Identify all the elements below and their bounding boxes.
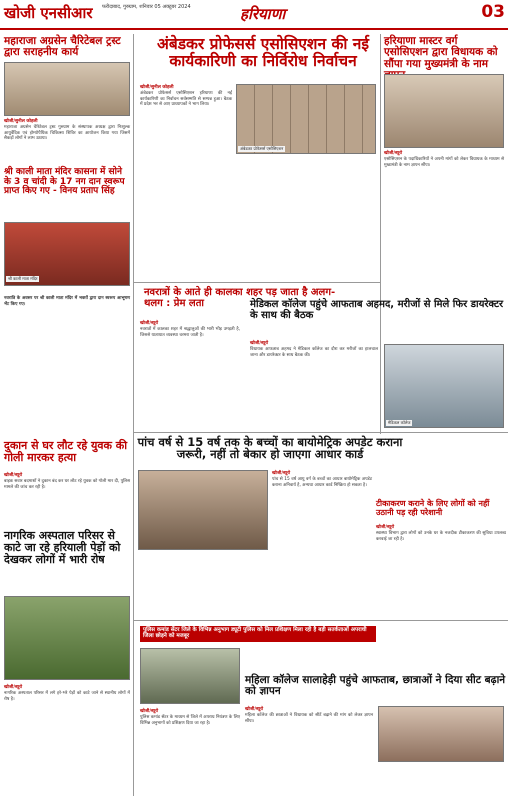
college-byline: खोजी/ब्यूरो <box>245 707 264 712</box>
hospital-byline: खोजी/ब्यूरो <box>4 685 23 690</box>
trust-body: महाराजा अग्रसेन चैरिटेबल ट्रस्ट गुरुग्राम के संस्थापक अध्यक्ष द्वारा निःशुल्क आयुर्वेदिक एवं होम्योपैथिक चिकित्सा शिविर का आयोजन किया गया जिसमें सैकड़ों लोगों ने लाभ उठाया। <box>4 125 130 141</box>
section-title: हरियाणा <box>240 5 286 23</box>
hospital-headline: नागरिक अस्पताल परिसर से काटे जा रहे हरियाली पेड़ों को देखकर लोगों में भारी रोष <box>4 529 121 566</box>
memorandum-photo <box>384 74 504 148</box>
paper-name: खोजी एनसीआर <box>4 4 93 22</box>
hospital-body: नागरिक अस्पताल परिसर में लगे हरे-भरे पेड़ों को काटे जाने से स्थानीय लोगों में रोष है। <box>4 691 130 702</box>
temple-body-block <box>4 296 130 307</box>
page-number: 03 <box>481 2 505 22</box>
medical-photo <box>384 344 504 428</box>
shop-body: बाइक सवार बदमाशों ने दुकान बंद कर घर लौट रहे युवक को गोली मार दी, पुलिस मामले की जांच कर रही है। <box>4 479 130 490</box>
college-body: महिला कॉलेज की छात्राओं ने विधायक को सीटें बढ़ाने की मांग को लेकर ज्ञापन सौंपा। <box>245 713 373 724</box>
police-photo <box>140 648 240 704</box>
memorandum-body: एसोसिएशन के पदाधिकारियों ने अपनी मांगों को लेकर विधायक के माध्यम से मुख्यमंत्री के नाम ज्ञापन सौंपा। <box>384 157 504 168</box>
medical-body: विधायक आफताब अहमद ने मेडिकल कॉलेज का दौरा कर मरीजों का हालचाल जाना और डायरेक्टर के साथ बैठक की। <box>250 347 378 358</box>
temple-body: नवरात्रि के अवसर पर श्री काली माता मंदिर में भक्तों द्वारा दान स्वरूप आभूषण भेंट किए गए। <box>4 296 130 307</box>
shop-byline: खोजी/ब्यूरो <box>4 473 23 478</box>
column-rule <box>380 34 381 434</box>
date-line: फरीदाबाद, गुरुग्राम, शनिवार 05 अक्टूबर 2024 <box>102 4 191 10</box>
section-rule <box>134 282 380 283</box>
navratri-headline: नवरात्रों के आते ही कालका शहर पड़ जाता है अलग-थलग : प्रेम लता <box>144 287 336 309</box>
college-photo <box>378 706 504 762</box>
memorandum-byline: खोजी/ब्यूरो <box>384 151 403 156</box>
memorandum-headline: हरियाणा मास्टर वर्ग एसोसिएशन द्वारा विधायक को सौंपा गया मुख्यमंत्री के नाम <box>384 35 498 70</box>
lead-photo-caption: अंबेडकर प्रोफेसर्स एसोसिएशन <box>240 146 284 151</box>
police-byline: खोजी/ब्यूरो <box>140 709 159 714</box>
police-headline: पुलिस कमांड सेंटर जिले के विभिन्न अनुभाग ड्यूटी पुलिस को मिल प्रशिक्षण मिला रही है बड़ी सतर्कताओं अपराधी जिला छोड़ने को मजबूर <box>140 626 376 642</box>
temple-headline: श्री काली माता मंदिर कासना में सोने के 3 व चांदी के 17 नग दान स्वरूप प्राप्त किए गए - विनय प्रताप सिंह <box>4 167 125 197</box>
column-rule <box>133 34 134 796</box>
vaccine-headline: टीकाकरण कराने के लिए लोगों को नहीं उठानी पड़ रही परेशानी <box>376 499 490 517</box>
aadhaar-body: पांच से 15 वर्ष आयु वर्ग के बच्चों का आधार बायोमेट्रिक अपडेट कराना अनिवार्य है, अन्यथा आधार कार्ड निष्क्रिय हो सकता है। <box>272 477 372 488</box>
vaccine-byline: खोजी/ब्यूरो <box>376 525 395 530</box>
police-body: पुलिस कमांड सेंटर के माध्यम से जिले में अपराध नियंत्रण के लिए विभिन्न अनुभागों को प्रशिक्षण दिया जा रहा है। <box>140 715 240 726</box>
aadhaar-photo <box>138 470 268 550</box>
lead-byline: खोजी/सुनील कोहली <box>140 85 174 90</box>
shop-headline: दुकान से घर लौट रहे युवक की गोली मारकर हत्या <box>4 439 128 464</box>
lead-photo-grid <box>236 84 376 154</box>
lead-headline: अंबेडकर प्रोफेसर्स एसोसिएशन की नई कार्यकारिणी का निर्विरोध निर्वाचन <box>157 35 369 70</box>
hospital-photo <box>4 596 130 680</box>
medical-headline: मेडिकल कॉलेज पहुंचे आफताब अहमद, मरीजों से मिले फिर डायरेक्टर के साथ की बैठक <box>250 299 504 321</box>
trust-byline: खोजी/सुनील कोहली <box>4 119 38 124</box>
aadhaar-headline: पांच वर्ष से 15 वर्ष तक के बच्चों का बायोमेट्रिक अपडेट कराना जरूरी, नहीं तो बेकार हो जाएगा आधार कार्ड <box>137 435 403 462</box>
medical-caption: मेडिकल कॉलेज <box>388 420 411 425</box>
trust-headline: महाराजा अग्रसेन चैरिटेबल ट्रस्ट द्वारा सराहनीय कार्य <box>4 35 121 59</box>
medical-byline: खोजी/ब्यूरो <box>250 341 269 346</box>
navratri-byline: खोजी/ब्यूरो <box>140 321 159 326</box>
lead-body: अंबेडकर प्रोफेसर्स एसोसिएशन हरियाणा की नई कार्यकारिणी का निर्वाचन सर्वसम्मति से सम्पन्न हुआ। बैठक में प्रदेश भर से आए प्राध्यापकों ने भाग लिया। <box>140 91 232 107</box>
masthead <box>0 0 508 30</box>
trust-photo <box>4 62 130 116</box>
temple-caption: श्री काली माता मंदिर <box>8 276 38 281</box>
section-rule <box>134 620 508 621</box>
section-rule <box>134 432 508 433</box>
aadhaar-byline: खोजी/ब्यूरो <box>272 471 291 476</box>
navratri-body: नवरात्रों में कालका शहर में श्रद्धालुओं की भारी भीड़ उमड़ती है, जिससे यातायात व्यवस्था चरमरा जाती है। <box>140 327 240 338</box>
vaccine-body: स्वास्थ्य विभाग द्वारा लोगों को उनके घर के नजदीक टीकाकरण की सुविधा उपलब्ध करवाई जा रही है। <box>376 531 506 542</box>
college-headline: महिला कॉलेज सालाहेड़ी पहुंचे आफताब, छात्राओं ने दिया सीट बढ़ाने को ज्ञापन <box>245 674 506 698</box>
